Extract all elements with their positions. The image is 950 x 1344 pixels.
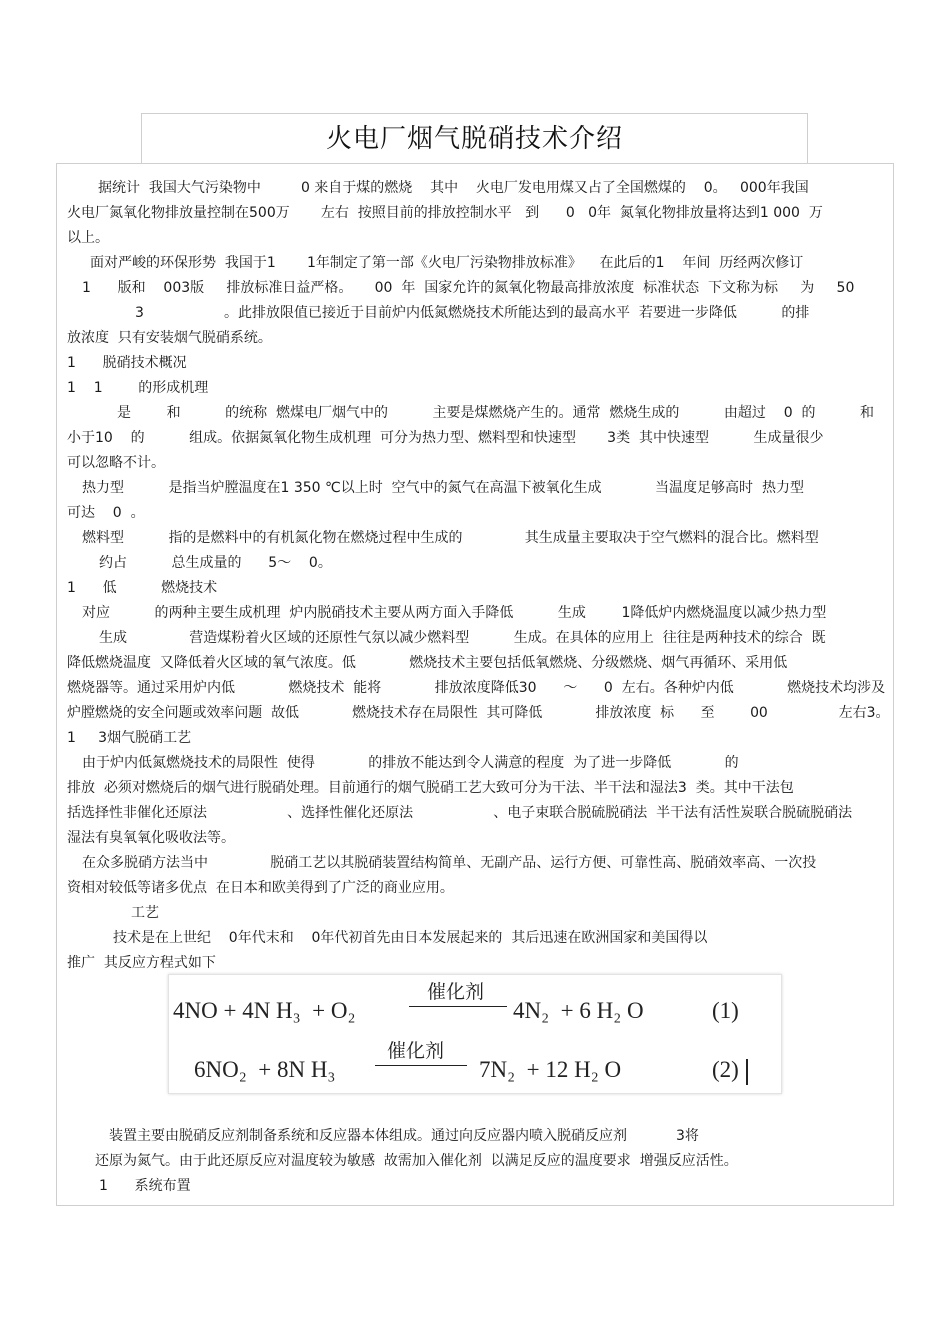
equation-1-number: (1) bbox=[712, 998, 739, 1023]
section-heading: 1 低 燃烧技术 bbox=[67, 580, 218, 596]
text-line: 是 和 的统称 燃煤电厂烟气中的 主要是煤燃烧产生的。通常 燃烧生成的 由超过 0 的 和 bbox=[117, 405, 875, 421]
equation-1-arrow bbox=[409, 1006, 507, 1007]
text-line: 推广 其反应方程式如下 bbox=[67, 955, 216, 971]
text-line: 对应 的两种主要生成机理 炉内脱硝技术主要从两方面入手降低 生成 1降低炉内燃烧温度以减少热力型 bbox=[82, 605, 827, 621]
equation-2-catalyst: 催化剂 bbox=[387, 1040, 445, 1062]
equation-2-reactants: 6NO₂ + 8N H₃ bbox=[194, 1057, 336, 1082]
title-box bbox=[141, 113, 808, 163]
text-line: 放浓度 只有安装烟气脱硝系统。 bbox=[67, 330, 272, 346]
equation-1-reactants: 4NO + 4N H₃ + O₂ bbox=[173, 998, 356, 1023]
text-line: 在众多脱硝方法当中 脱硝工艺以其脱硝装置结构简单、无副产品、运行方便、可靠性高、脱硝效率高、一次投 bbox=[82, 855, 817, 871]
text-line: 由于炉内低氮燃烧技术的局限性 使得 的排放不能达到令人满意的程度 为了进一步降低 的 bbox=[82, 755, 739, 771]
equation-1-products: 4N₂ + 6 H₂ O bbox=[513, 998, 644, 1023]
text-cursor bbox=[746, 1059, 748, 1085]
equation-2-arrow bbox=[375, 1065, 467, 1066]
section-heading: 1 3烟气脱硝工艺 bbox=[67, 730, 192, 746]
text-line: 火电厂氮氧化物排放量控制在500万 左右 按照目前的排放控制水平 到 0 0年 氮氧化物排放量将达到1 000 万 bbox=[67, 205, 823, 221]
text-line: 小于10 的 组成。依据氮氧化物生成机理 可分为热力型、燃料型和快速型 3类 其中快速型 生成量很少 bbox=[67, 430, 824, 446]
text-line: 1 版和 003版 排放标准日益严格。 00 年 国家允许的氮氧化物最高排放浓度 标准状态 下文称为标 为 50 bbox=[82, 280, 855, 296]
reaction-equations-image bbox=[168, 974, 782, 1094]
text-line: 可达 0 。 bbox=[67, 505, 145, 521]
text-line: 还原为氮气。由于此还原反应对温度较为敏感 故需加入催化剂 以满足反应的温度要求 增强反应活性。 bbox=[95, 1153, 738, 1169]
text-line: 排放 必须对燃烧后的烟气进行脱硝处理。目前通行的烟气脱硝工艺大致可分为干法、半干法和湿法3 类。其中干法包 bbox=[67, 780, 794, 796]
text-line: 面对严峻的环保形势 我国于1 1年制定了第一部《火电厂污染物排放标准》 在此后的1 年间 历经两次修订 bbox=[90, 255, 804, 271]
text-line: 热力型 是指当炉膛温度在1 350 ℃以上时 空气中的氮气在高温下被氧化生成 当温度足够高时 热力型 bbox=[82, 480, 804, 496]
text-line: 燃料型 指的是燃料中的有机氮化物在燃烧过程中生成的 其生成量主要取决于空气燃料的混合比。燃料型 bbox=[82, 530, 819, 546]
section-heading: 1 脱硝技术概况 bbox=[67, 355, 187, 371]
text-line: 据统计 我国大气污染物中 0 来自于煤的燃烧 其中 火电厂发电用煤又占了全国燃煤的 0。 000年我国 bbox=[98, 180, 809, 196]
equation-2-products: 7N₂ + 12 H₂ O bbox=[479, 1057, 622, 1082]
text-line: 技术是在上世纪 0年代末和 0年代初首先由日本发展起来的 其后迅速在欧洲国家和美国得以 bbox=[113, 930, 708, 946]
text-line: 装置主要由脱硝反应剂制备系统和反应器本体组成。通过向反应器内喷入脱硝反应剂 3将 bbox=[109, 1128, 699, 1144]
text-line: 括选择性非催化还原法 、选择性催化还原法 、电子束联合脱硫脱硝法 半干法有活性炭联合脱硫脱硝法 bbox=[67, 805, 853, 821]
text-line: 湿法有臭氧氧化吸收法等。 bbox=[67, 830, 235, 846]
equation-1-catalyst: 催化剂 bbox=[427, 981, 485, 1003]
text-line: 生成 营造煤粉着火区域的还原性气氛以减少燃料型 生成。在具体的应用上 往往是两种技术的综合 既 bbox=[99, 630, 826, 646]
document-title: 火电厂烟气脱硝技术介绍 bbox=[325, 124, 623, 154]
text-line: 降低燃烧温度 又降低着火区域的氧气浓度。低 燃烧技术主要包括低氧燃烧、分级燃烧、烟气再循环、采用低 bbox=[67, 655, 788, 671]
section-heading: 1 系统布置 bbox=[99, 1178, 191, 1194]
text-line: 以上。 bbox=[67, 230, 109, 246]
text-line: 3 。此排放限值已接近于目前炉内低氮燃烧技术所能达到的最高水平 若要进一步降低 的排 bbox=[135, 305, 810, 321]
text-line: 约占 总生成量的 5～ 0。 bbox=[99, 555, 332, 571]
text-line: 可以忽略不计。 bbox=[67, 455, 165, 471]
section-heading: 1 1 的形成机理 bbox=[67, 380, 209, 396]
text-line: 资相对较低等诸多优点 在日本和欧美得到了广泛的商业应用。 bbox=[67, 880, 454, 896]
section-heading: 工艺 bbox=[131, 905, 159, 921]
text-line: 炉膛燃烧的安全问题或效率问题 故低 燃烧技术存在局限性 其可降低 排放浓度 标 至 00 左右3。 bbox=[67, 705, 890, 721]
equation-2-number: (2) bbox=[712, 1057, 739, 1082]
text-line: 燃烧器等。通过采用炉内低 燃烧技术 能将 排放浓度降低30 ～ 0 左右。各种炉内低 燃烧技术均涉及 bbox=[67, 680, 886, 696]
